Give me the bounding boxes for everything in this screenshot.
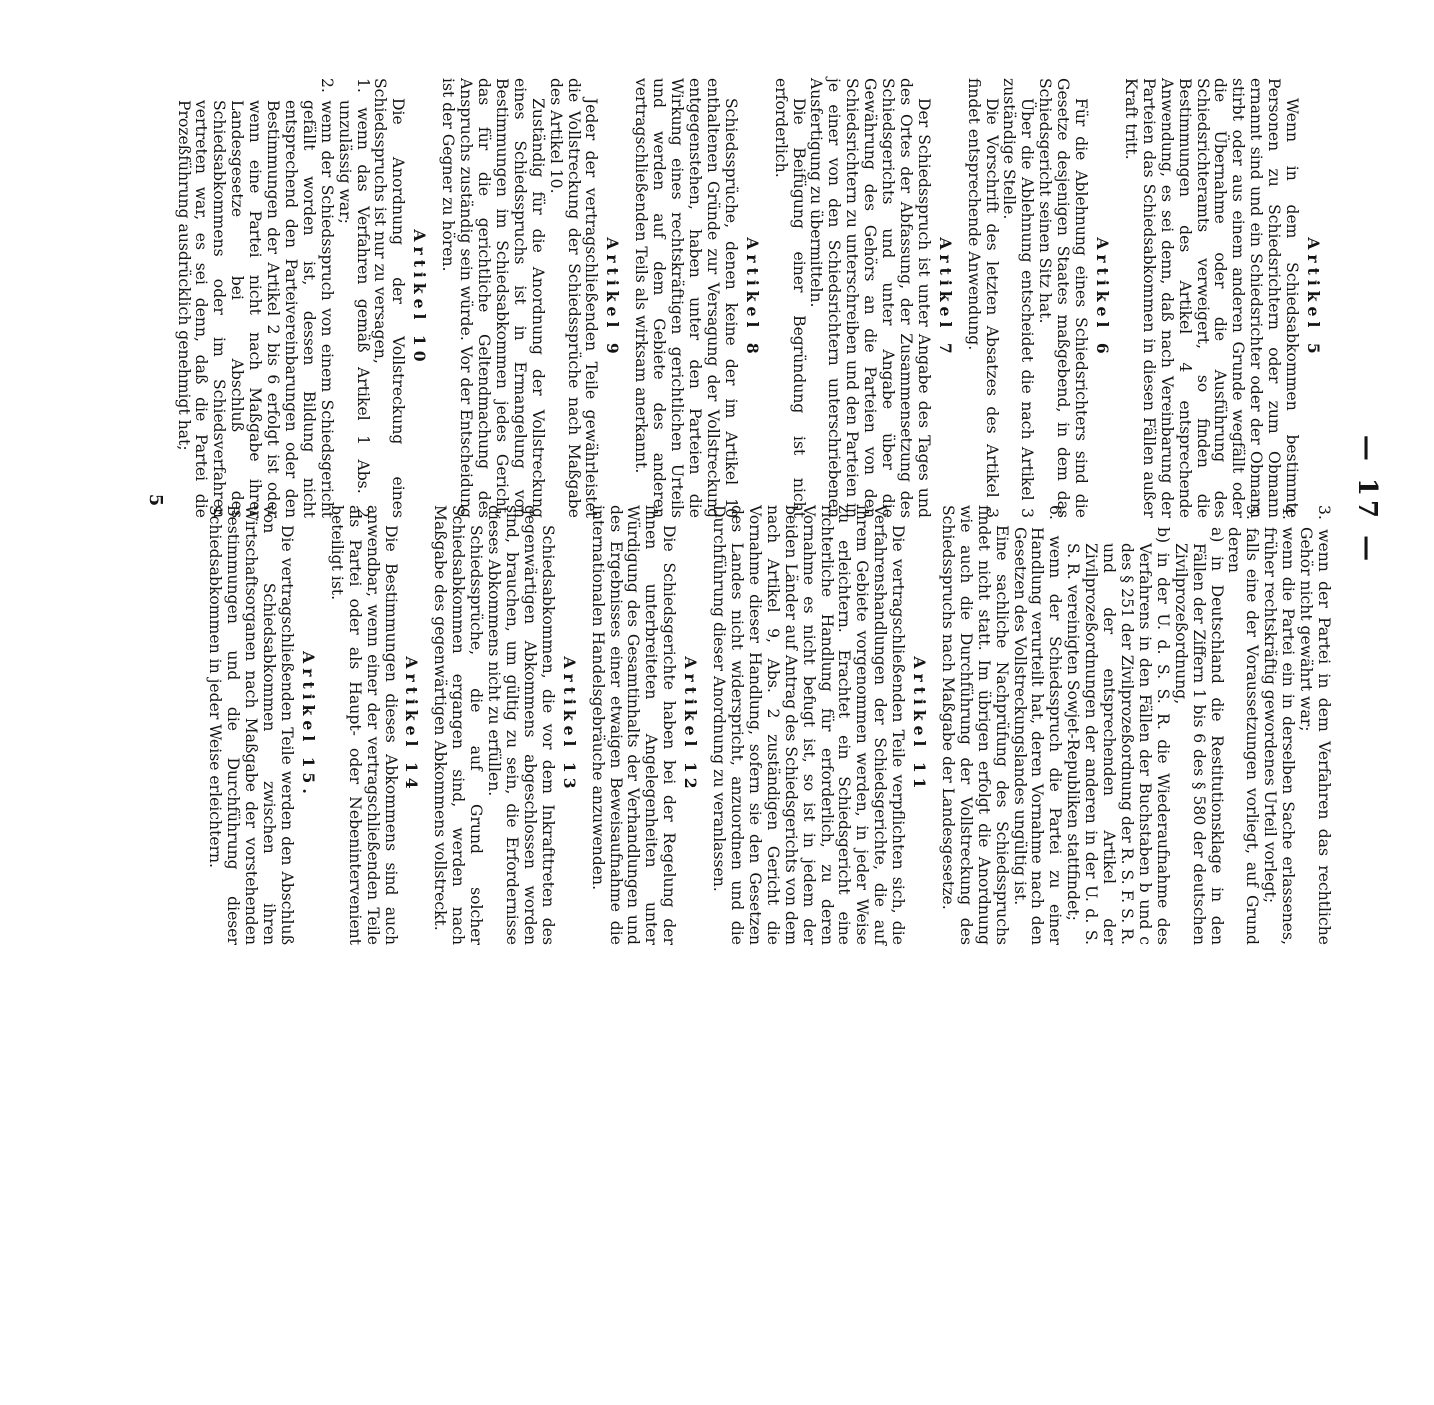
paragraph: Jeder der vertragschließenden Teile gewährleistet die Vollstreckung der Schiedssprüche nach Maßgabe des Artikel 10.	[546, 78, 601, 518]
paragraph: Schiedssprüche, die auf Grund solcher Schiedsabkommen ergangen sind, werden nach Maßgabe des gegenwärtigen Abkommens vollstreckt.	[431, 505, 486, 945]
list-item: 5. falls eine der Voraussetzungen vorliegt, auf Grund deren	[1225, 505, 1262, 945]
sub-list-item: b) in der U. d. S. S. R. die Wiederaufnahme des Verfahrens in den Fällen der Buchstaben b und c des § 251 der Zivilprozeßordnung der R. S. F. S. R. und der entsprechenden Artikel der Zivilprozeßordnungen der anderen in der U. d. S. S. R. vereinigten Sowjet-Republiken stattfindet;	[1064, 527, 1172, 945]
article-heading: Artikel 11	[910, 656, 930, 794]
paragraph: Die Beifügung einer Begründung ist nicht erforderlich.	[771, 78, 808, 518]
article-heading: Artikel 14	[402, 656, 422, 794]
paragraph: Über die Ablehnung entscheidet die nach Artikel 3 zuständige Stelle.	[1000, 78, 1037, 518]
digitization-credit	[0, 405, 113, 1405]
page-header-number: — 17 —	[1352, 434, 1382, 566]
list-item: 1. wenn das Verfahren gemäß Artikel 1 Abs. 2 unzulässig war;	[335, 78, 372, 518]
page-footer-number: 5	[145, 493, 166, 507]
right-column	[206, 505, 1332, 945]
paragraph: Zuständig für die Anordnung der Vollstreckung eines Schiedsspruchs ist in Ermangelung von Bestimmungen im Schiedsabkommen jedes Gericht, das für die gerichtliche Geltendmachung des Anspruchs zuständig sein würde. Vor der Entscheidung ist der Gegner zu hören.	[439, 78, 547, 518]
article-heading: Artikel 10	[410, 229, 430, 367]
paragraph: Die Anordnung der Vollstreckung eines Schiedsspruchs ist nur zu versagen,	[371, 78, 408, 518]
paragraph: Die vertragschließenden Teile verpflichten sich, die Verfahrenshandlungen der Schiedsgerichte, die auf ihrem Gebiete vorgenommen werden, in jeder Weise zu erleichtern. Erachtet ein Schiedsgericht eine richterliche Handlung für erforderlich, zu deren Vornahme es nicht befugt ist, so ist in jedem der beiden Länder auf Antrag des Schiedsgerichts von dem nach Artikel 9, Abs. 2 zuständigen Gericht die Vornahme dieser Handlung, sofern sie den Gesetzen des Landes nicht widerspricht, anzuordnen und die Durchführung dieser Anordnung zu veranlassen.	[710, 505, 908, 945]
article-heading: Artikel 7	[935, 237, 955, 359]
article-heading: Artikel 6	[1093, 237, 1113, 359]
paragraph: Wenn in dem Schiedsabkommen bestimmte Personen zu Schiedsrichtern oder zum Obmann ernannt sind und ein Schiedsrichter oder der Obmann stirbt oder aus einem anderen Grunde wegfällt oder die Übernahme oder die Ausführung des Schiedsrichteramts verweigert, so finden die Bestimmungen des Artikel 4 entsprechende Anwendung, es sei denn, daß nach Vereinbarung der Parteien das Schiedsabkommen in diesen Fällen außer Kraft tritt.	[1121, 78, 1302, 518]
article-heading: Artikel 12	[681, 656, 701, 794]
paragraph: Für die Ablehnung eines Schiedsrichters sind die Gesetze desjenigen Staates maßgebend, in dem das Schiedsgericht seinen Sitz hat.	[1036, 78, 1091, 518]
article-heading: Artikel 15.	[298, 651, 318, 799]
paragraph: Der Schiedsspruch ist unter Angabe des Tages und des Ortes der Abfassung, der Zusammensetzung des Schiedsgerichts und unter Angabe über die Gewährung des Gehörs an die Parteien von den Schiedsrichtern zu unterschreiben und den Parteien in je einer von den Schiedsrichtern unterschriebenen Ausfertigung zu übermitteln.	[807, 78, 933, 518]
paragraph: Die Bestimmungen dieses Abkommens sind auch anwendbar, wenn einer der vertragschließenden Teile als Partei oder als Haupt- oder Nebenintervenient beteiligt ist.	[327, 505, 400, 945]
sub-list-item: a) in Deutschland die Restitutionsklage in den Fällen der Ziffern 1 bis 6 des § 580 der deutschen Zivilprozeßordnung,	[1171, 527, 1226, 945]
list-item: 4. wenn die Partei ein in derselben Sache erlassenes, früher rechtskräftig gewordenes Urteil vorlegt;	[1261, 505, 1298, 945]
list-item: 6. wenn der Schiedsspruch die Partei zu einer Handlung verurteilt hat, deren Vornahme nach den Gesetzen des Vollstreckungslandes ungültig ist.	[1010, 505, 1065, 945]
article-heading: Artikel 8	[742, 237, 762, 359]
left-column	[174, 78, 1332, 518]
paragraph: Die vertragschließenden Teile werden den Abschluß von Schiedsabkommen zwischen ihren Wirtschaftsorganen nach Maßgabe der vorstehenden Bestimmungen und die Durchführung dieser Schiedsabkommen in jeder Weise erleichtern.	[206, 505, 297, 945]
paragraph: Die Vorschrift des letzten Absatzes des Artikel 3 findet entsprechende Anwendung.	[964, 78, 1001, 518]
paragraph: Schiedssprüche, denen keine der im Artikel 10 enthaltenen Gründe zur Versagung der Vollstreckung entgegenstehen, haben unter den Parteien die Wirkung eines rechtskräftigen gerichtlichen Urteils und werden auf dem Gebiete des anderen vertragschließenden Teils als wirksam anerkannt.	[632, 78, 740, 518]
paragraph: Eine sachliche Nachprüfung des Schiedsspruchs findet nicht statt. Im übrigen erfolgt die Anordnung wie auch die Durchführung der Vollstreckung des Schiedsspruchs nach Maßgabe der Landesgesetze.	[938, 505, 1011, 945]
article-heading: Artikel 13	[559, 656, 579, 794]
paragraph: Schiedsabkommen, die vor dem Inkrafttreten des gegenwärtigen Abkommens abgeschlossen worden sind, brauchen, um gültig zu sein, die Erfordernisse dieses Abkommens nicht zu erfüllen.	[485, 505, 557, 945]
article-heading: Artikel 5	[1304, 237, 1323, 359]
list-item: 3. wenn der Partei in dem Verfahren das rechtliche Gehör nicht gewährt war;	[1297, 505, 1333, 945]
article-heading: Artikel 9	[603, 237, 623, 359]
list-item: 2. wenn der Schiedsspruch von einem Schiedsgericht gefällt worden ist, dessen Bildung nicht entsprechend den Parteivereinbarungen oder den Bestimmungen der Artikel 2 bis 6 erfolgt ist oder wenn eine Partei nicht nach Maßgabe ihrer Landesgesetze bei Abschluß des Schiedsabkommens oder im Schiedsverfahren vertreten war, es sei denn, daß die Partei die Prozeßführung ausdrücklich genehmigt hat;	[174, 78, 336, 518]
paragraph: Die Schiedsgerichte haben bei der Regelung der ihnen unterbreiteten Angelegenheiten unter Würdigung des Gesamtinhalts der Verhandlungen und des Ergebnisses einer etwaigen Beweisaufnahme die internationalen Handelsgebräuche anzuwenden.	[588, 505, 679, 945]
